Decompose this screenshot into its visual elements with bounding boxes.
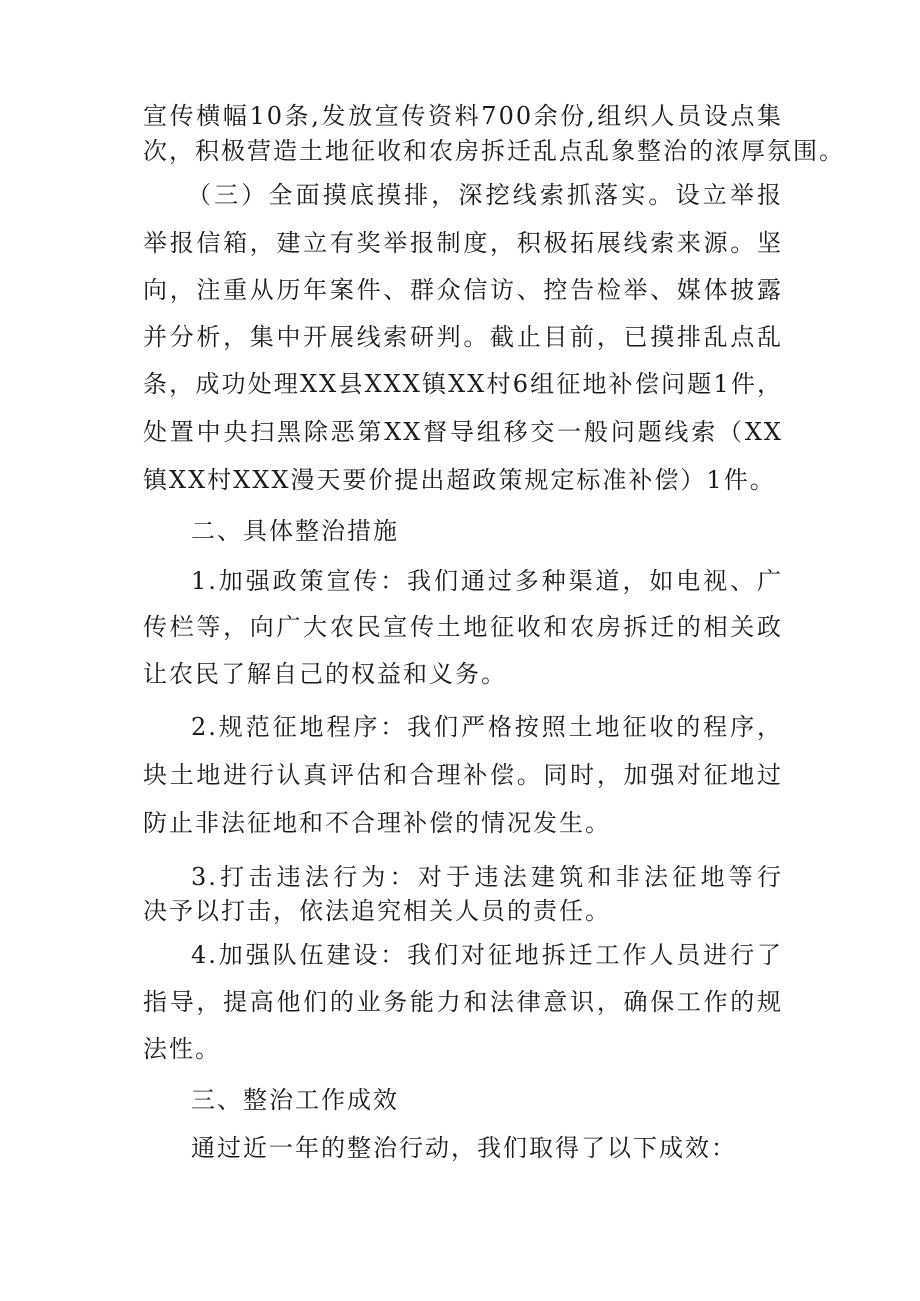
text-line: 条，成功处理XX县XXX镇XX村6组征地补偿问题1件，: [143, 370, 783, 398]
text-line: 通过近一年的整治行动，我们取得了以下成效：: [191, 1134, 737, 1162]
text-line: 镇XX村XXX漫天要价提出超政策规定标准补偿）1件。: [143, 466, 776, 494]
text-line: 处置中央扫黑除恶第XX督导组移交一般问题线索（XX: [143, 418, 783, 446]
text-line: 决予以打击，依法追究相关人员的责任。: [143, 897, 611, 925]
text-line: 宣传横幅10条,发放宣传资料700余份,组织人员设点集: [143, 102, 783, 130]
text-line: 举报信箱，建立有奖举报制度，积极拓展线索来源。坚: [143, 229, 783, 257]
section-heading: 三、整治工作成效: [191, 1086, 399, 1114]
list-item: 4.加强队伍建设：我们对征地拆迁工作人员进行了: [191, 941, 783, 969]
list-item: 1.加强政策宣传：我们通过多种渠道，如电视、广: [191, 567, 783, 595]
text-line: 次，积极营造土地征收和农房拆迁乱点乱象整治的浓厚氛围。: [143, 137, 845, 165]
list-item: 3.打击违法行为：对于违法建筑和非法征地等行: [191, 863, 783, 891]
text-line: 向，注重从历年案件、群众信访、控告检举、媒体披露: [143, 276, 783, 304]
list-item: 2.规范征地程序：我们严格按照土地征收的程序，: [191, 713, 783, 741]
section-heading: （三）全面摸底摸排，深挖线索抓落实。设立举报: [187, 181, 783, 209]
text-line: 并分析，集中开展线索研判。截止目前，已摸排乱点乱: [143, 323, 783, 351]
section-heading: 二、具体整治措施: [191, 517, 399, 545]
text-line: 指导，提高他们的业务能力和法律意识，确保工作的规: [143, 988, 783, 1016]
text-line: 法性。: [143, 1035, 221, 1063]
text-line: 让农民了解自己的权益和义务。: [143, 660, 507, 688]
text-line: 块土地进行认真评估和合理补偿。同时，加强对征地过: [143, 761, 783, 789]
text-line: 防止非法征地和不合理补偿的情况发生。: [143, 809, 611, 837]
text-line: 传栏等，向广大农民宣传土地征收和农房拆迁的相关政: [143, 613, 783, 641]
